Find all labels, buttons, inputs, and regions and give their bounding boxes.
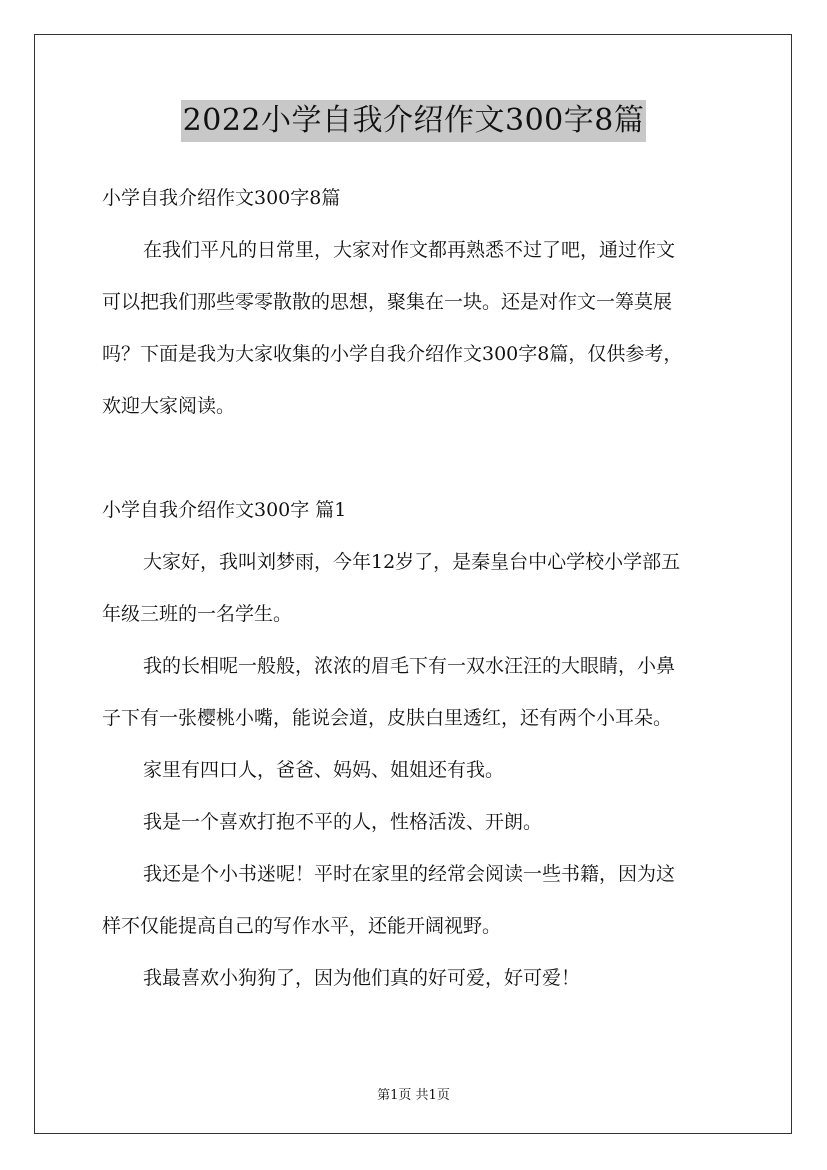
paragraph-line: 子下有一张樱桃小嘴，能说会道，皮肤白里透红，还有两个小耳朵。	[102, 707, 673, 729]
paragraph-line: 我还是个小书迷呢！平时在家里的经常会阅读一些书籍，因为这	[143, 863, 676, 885]
intro-line: 可以把我们那些零零散散的思想，聚集在一块。还是对作文一筹莫展	[102, 291, 673, 313]
spacer	[102, 432, 730, 484]
section-heading: 小学自我介绍作文300字 篇1	[102, 499, 347, 521]
document-body	[102, 172, 730, 1004]
subtitle: 小学自我介绍作文300字8篇	[102, 187, 341, 209]
paragraph-line: 我的长相呢一般般，浓浓的眉毛下有一双水汪汪的大眼睛，小鼻	[143, 655, 676, 677]
page-footer: 第1页 共1页	[377, 1088, 450, 1103]
intro-line: 吗？下面是我为大家收集的小学自我介绍作文300字8篇，仅供参考，	[102, 343, 683, 365]
intro-line: 在我们平凡的日常里，大家对作文都再熟悉不过了吧，通过作文	[143, 239, 676, 261]
paragraph-line: 样不仅能提高自己的写作水平，还能开阔视野。	[102, 915, 502, 937]
document-title: 2022小学自我介绍作文300字8篇	[181, 100, 647, 142]
paragraph-line: 我是一个喜欢打抱不平的人，性格活泼、开朗。	[143, 811, 543, 833]
intro-line: 欢迎大家阅读。	[102, 395, 236, 417]
paragraph-line: 大家好，我叫刘梦雨，今年12岁了，是秦皇台中心学校小学部五	[143, 551, 681, 573]
paragraph-line: 我最喜欢小狗狗了，因为他们真的好可爱，好可爱！	[143, 967, 581, 989]
paragraph-line: 年级三班的一名学生。	[102, 603, 293, 625]
title-wrap	[0, 100, 827, 142]
paragraph-line: 家里有四口人，爸爸、妈妈、姐姐还有我。	[143, 759, 505, 781]
